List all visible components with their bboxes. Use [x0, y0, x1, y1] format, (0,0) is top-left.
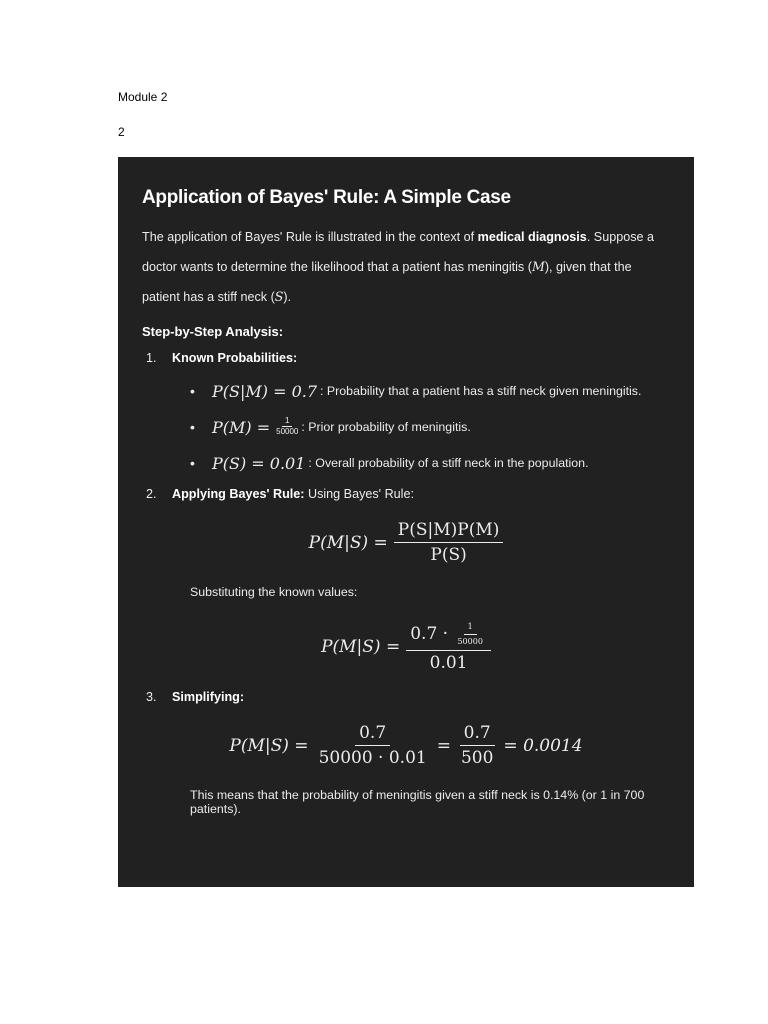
step-2	[142, 487, 670, 501]
step-label: Known Probabilities:	[172, 351, 298, 365]
bullet-icon: •	[190, 383, 195, 399]
math-expression: P(S) = 0.01	[212, 453, 306, 473]
embedded-screenshot-panel	[118, 157, 694, 887]
step-number: 1.	[146, 351, 157, 365]
fraction-numerator: P(S|M)P(M)	[394, 519, 504, 543]
list-item-text: : Overall probability of a stiff neck in the population.	[308, 456, 589, 470]
symbol-s: S	[274, 289, 284, 304]
fraction	[394, 519, 504, 567]
fraction-denominator: P(S)	[430, 544, 467, 565]
fraction-denominator: 500	[460, 747, 494, 768]
known-probabilities-list	[190, 373, 670, 481]
intro-text-3: ), given that the patient has a stiff neck (	[142, 260, 632, 304]
conclusion-text: This means that the probability of meningitis given a stiff neck is 0.14% (or 1 in 700 patients).	[190, 787, 645, 816]
fraction-numerator	[406, 619, 491, 651]
intro-text-2: . Suppose a doctor wants to determine the likelihood that a patient has meningitis (	[142, 230, 655, 274]
fraction-denominator: 50000	[276, 427, 299, 437]
symbol-m: M	[531, 259, 545, 274]
substituting-text: Substituting the known values:	[190, 585, 358, 600]
intro-paragraph	[142, 223, 670, 312]
equation-lhs: P(M|S) =	[308, 533, 388, 554]
step-after-text: Using Bayes' Rule:	[304, 487, 414, 501]
fraction-numerator: 1	[464, 621, 477, 635]
simplify-equation	[142, 722, 670, 770]
fraction-denominator: 50000 · 0.01	[318, 747, 427, 768]
equation-lhs: P(M|S) =	[321, 637, 401, 658]
step-1	[142, 351, 670, 365]
numerator-value: 0.7 ·	[410, 624, 449, 645]
list-item	[190, 409, 670, 445]
step-3	[142, 690, 670, 704]
page-number: 2	[118, 125, 125, 139]
nested-fraction	[453, 621, 486, 648]
list-item-text: : Prior probability of meningitis.	[301, 420, 471, 434]
step-label: Applying Bayes' Rule:	[172, 487, 305, 501]
equation-lhs: P(M|S) =	[229, 735, 309, 756]
bullet-icon: •	[190, 455, 195, 471]
fraction-denominator: 50000	[457, 636, 483, 646]
list-item	[190, 445, 670, 481]
module-label: Module 2	[118, 90, 168, 104]
substitution-equation	[142, 619, 670, 676]
bullet-icon: •	[190, 419, 195, 435]
math-expression: P(M) =	[212, 417, 271, 437]
intro-bold: medical diagnosis	[477, 230, 587, 244]
analysis-heading: Step-by-Step Analysis:	[142, 324, 284, 339]
bayes-equation	[142, 519, 670, 567]
equals-sign: =	[436, 735, 451, 756]
intro-text-4: ).	[283, 290, 292, 304]
fraction-numerator: 0.7	[355, 722, 390, 746]
step-2-text	[172, 487, 414, 501]
section-title: Application of Bayes' Rule: A Simple Case	[142, 187, 511, 208]
list-item	[190, 373, 670, 409]
list-item-text: : Probability that a patient has a stiff neck given meningitis.	[320, 384, 642, 398]
step-number: 2.	[146, 487, 157, 501]
math-expression: P(S|M) = 0.7	[212, 381, 318, 401]
fraction-numerator: 0.7	[460, 722, 495, 746]
equation-result: = 0.0014	[503, 735, 583, 756]
step-number: 3.	[146, 689, 157, 704]
fraction	[315, 722, 431, 770]
fraction-denominator: 0.01	[429, 653, 468, 674]
fraction-numerator: 1	[282, 417, 292, 427]
fraction	[457, 722, 497, 770]
fraction	[406, 619, 491, 676]
fraction	[273, 417, 301, 436]
intro-text-1: The application of Bayes' Rule is illustrated in the context of	[142, 230, 478, 244]
step-label: Simplifying:	[172, 689, 245, 704]
